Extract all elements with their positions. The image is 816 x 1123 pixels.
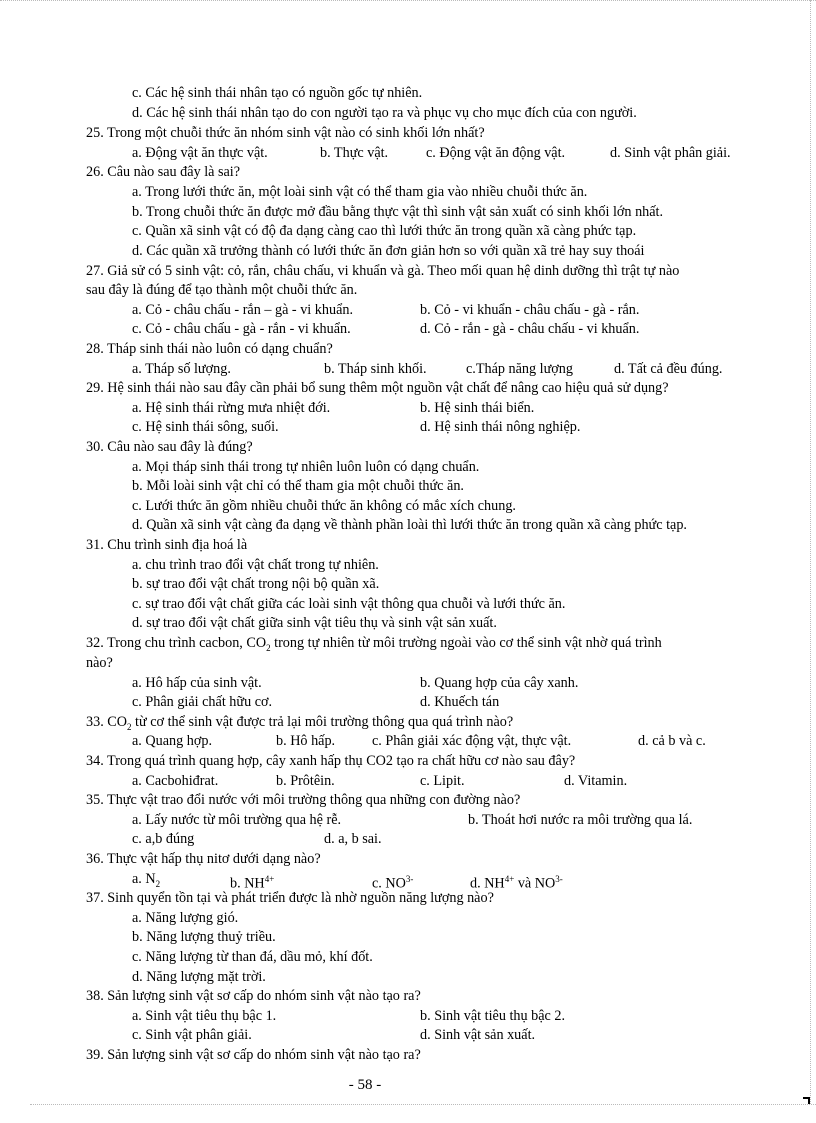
- answer-option: c. Lipit.: [420, 773, 465, 789]
- page-border-top: [0, 0, 816, 1]
- answer-option: c. Hệ sinh thái sông, suối.: [132, 419, 279, 435]
- answer-option: a. Quang hợp.: [132, 733, 212, 749]
- answer-option: c. Lưới thức ăn gồm nhiều chuỗi thức ăn không có mắc xích chung.: [132, 498, 516, 514]
- question-38: 38. Sản lượng sinh vật sơ cấp do nhóm sinh vật nào tạo ra?: [86, 988, 421, 1004]
- answer-option: a. Sinh vật tiêu thụ bậc 1.: [132, 1008, 277, 1024]
- question-34: 34. Trong quá trình quang hợp, cây xanh hấp thụ CO2 tạo ra chất hữu cơ nào sau đây?: [86, 753, 576, 769]
- answer-option: c. $NO^{3-}$: [372, 874, 414, 892]
- answer-option: a. Trong lưới thức ăn, một loài sinh vật có thể tham gia vào nhiều chuỗi thức ăn.: [132, 184, 588, 200]
- answer-option: a. Cỏ - châu chấu - rắn – gà - vi khuẩn.: [132, 302, 354, 318]
- answer-option: c. a,b đúng: [132, 831, 195, 847]
- answer-option: d. Sinh vật sản xuất.: [420, 1027, 536, 1043]
- answer-option: a. Mọi tháp sinh thái trong tự nhiên luôn luôn có dạng chuẩn.: [132, 459, 480, 475]
- question-32: 32. Trong chu trình cacbon, $CO_2$ trong tự nhiên từ môi trường ngoài vào cơ thể sinh vật nhờ quá trình: [86, 635, 662, 653]
- question-29: 29. Hệ sinh thái nào sau đây cần phải bổ sung thêm một nguồn vật chất để nâng cao hiệu quả sử dụng?: [86, 380, 669, 396]
- answer-option: b. Năng lượng thuỷ triều.: [132, 929, 276, 945]
- answer-option: b. Sinh vật tiêu thụ bậc 2.: [420, 1008, 566, 1024]
- answer-option: c. Các hệ sinh thái nhân tạo có nguồn gốc tự nhiên.: [132, 85, 423, 101]
- question-27: 27. Giả sử có 5 sinh vật: cỏ, rắn, châu chấu, vi khuẩn và gà. Theo mối quan hệ dinh dưỡng thì trật tự nào: [86, 263, 680, 279]
- question-36: 36. Thực vật hấp thụ nitơ dưới dạng nào?: [86, 851, 321, 867]
- answer-option: d. Vitamin.: [564, 773, 628, 789]
- answer-option: b. Quang hợp của cây xanh.: [420, 675, 579, 691]
- answer-option: b. Prôtêin.: [276, 773, 335, 789]
- answer-option: b. Mỗi loài sinh vật chỉ có thể tham gia một chuỗi thức ăn.: [132, 478, 464, 494]
- answer-option: d. Các hệ sinh thái nhân tạo do con người tạo ra và phục vụ cho mục đích của con người.: [132, 105, 637, 121]
- question-30: 30. Câu nào sau đây là đúng?: [86, 439, 253, 455]
- answer-option: d. Tất cả đều đúng.: [614, 361, 723, 377]
- answer-option: b. Thực vật.: [320, 145, 389, 161]
- answer-option: c. Cỏ - châu chấu - gà - rắn - vi khuẩn.: [132, 321, 351, 337]
- question-26: 26. Câu nào sau đây là sai?: [86, 164, 241, 180]
- answer-option: d. Năng lượng mặt trời.: [132, 969, 266, 985]
- answer-option: d. Cỏ - rắn - gà - châu chấu - vi khuẩn.: [420, 321, 640, 337]
- answer-option: d. Hệ sinh thái nông nghiệp.: [420, 419, 581, 435]
- question-35: 35. Thực vật trao đổi nước với môi trường thông qua những con đường nào?: [86, 792, 521, 808]
- answer-option: d. Các quần xã trưởng thành có lưới thức ăn đơn giản hơn so với quần xã trẻ hay suy thoái: [132, 243, 645, 259]
- question-32-cont: nào?: [86, 655, 113, 671]
- answer-option: c. Năng lượng từ than đá, dầu mỏ, khí đốt.: [132, 949, 373, 965]
- answer-option: b. Thoát hơi nước ra môi trường qua lá.: [468, 812, 693, 828]
- answer-option: d. Quần xã sinh vật càng đa dạng về thành phần loài thì lưới thức ăn trong quần xã càng phức tạp.: [132, 517, 687, 533]
- answer-option: d. a, b sai.: [324, 831, 382, 847]
- answer-option: b. Trong chuỗi thức ăn được mở đầu bằng thực vật thì sinh vật sản xuất có sinh khối lớn nhất.: [132, 204, 664, 220]
- answer-option: c. Sinh vật phân giải.: [132, 1027, 252, 1043]
- page-border-bottom: [30, 1104, 816, 1105]
- answer-option: c. Phân giải xác động vật, thực vật.: [372, 733, 572, 749]
- answer-option: b. Cỏ - vi khuẩn - châu chấu - gà - rắn.: [420, 302, 640, 318]
- question-31: 31. Chu trình sinh địa hoá là: [86, 537, 248, 553]
- page-border-right: [810, 0, 811, 1104]
- question-33: 33. $CO_2$ từ cơ thể sinh vật được trả lại môi trường thông qua quá trình nào?: [86, 714, 514, 732]
- answer-option: c. sự trao đổi vật chất giữa các loài sinh vật thông qua chuỗi và lưới thức ăn.: [132, 596, 566, 612]
- answer-option: a. Cacbohiđrat.: [132, 773, 219, 789]
- page-number: - 58 -: [348, 1077, 382, 1093]
- question-28: 28. Tháp sinh thái nào luôn có dạng chuẩn?: [86, 341, 333, 357]
- answer-option: a. $N_2$: [132, 871, 161, 889]
- answer-option: a. chu trình trao đổi vật chất trong tự nhiên.: [132, 557, 379, 573]
- question-39: 39. Sản lượng sinh vật sơ cấp do nhóm sinh vật nào tạo ra?: [86, 1047, 421, 1063]
- answer-option: d. $NH^{4+}$ và $NO^{3-}$: [470, 874, 563, 892]
- answer-option: c.Tháp năng lượng: [466, 361, 573, 377]
- answer-option: a. Lấy nước từ môi trường qua hệ rễ.: [132, 812, 342, 828]
- answer-option: b. Tháp sinh khối.: [324, 361, 427, 377]
- answer-option: d. Khuếch tán: [420, 694, 500, 710]
- answer-option: b. Hô hấp.: [276, 733, 336, 749]
- answer-option: a. Hô hấp của sinh vật.: [132, 675, 262, 691]
- answer-option: a. Hệ sinh thái rừng mưa nhiệt đới.: [132, 400, 331, 416]
- answer-option: c. Động vật ăn động vật.: [426, 145, 566, 161]
- answer-option: d. cả b và c.: [638, 733, 706, 749]
- answer-option: c. Phân giải chất hữu cơ.: [132, 694, 273, 710]
- answer-option: d. Sinh vật phân giải.: [610, 145, 731, 161]
- question-37: 37. Sinh quyển tồn tại và phát triển được là nhờ nguồn năng lượng nào?: [86, 890, 494, 906]
- answer-option: a. Tháp số lượng.: [132, 361, 231, 377]
- answer-option: b. Hệ sinh thái biển.: [420, 400, 535, 416]
- answer-option: a. Năng lượng gió.: [132, 910, 239, 926]
- crop-mark: [808, 1097, 810, 1104]
- answer-option: c. Quần xã sinh vật có độ đa dạng càng cao thì lưới thức ăn trong quần xã càng phức tạp.: [132, 223, 637, 239]
- answer-option: d. sự trao đổi vật chất giữa sinh vật tiêu thụ và sinh vật sản xuất.: [132, 615, 497, 631]
- question-27-cont: sau đây là đúng để tạo thành một chuỗi thức ăn.: [86, 282, 358, 298]
- answer-option: b. sự trao đổi vật chất trong nội bộ quần xã.: [132, 576, 380, 592]
- question-25: 25. Trong một chuỗi thức ăn nhóm sinh vật nào có sinh khối lớn nhất?: [86, 125, 485, 141]
- answer-option: a. Động vật ăn thực vật.: [132, 145, 268, 161]
- answer-option: b. $NH^{4+}$: [230, 874, 275, 892]
